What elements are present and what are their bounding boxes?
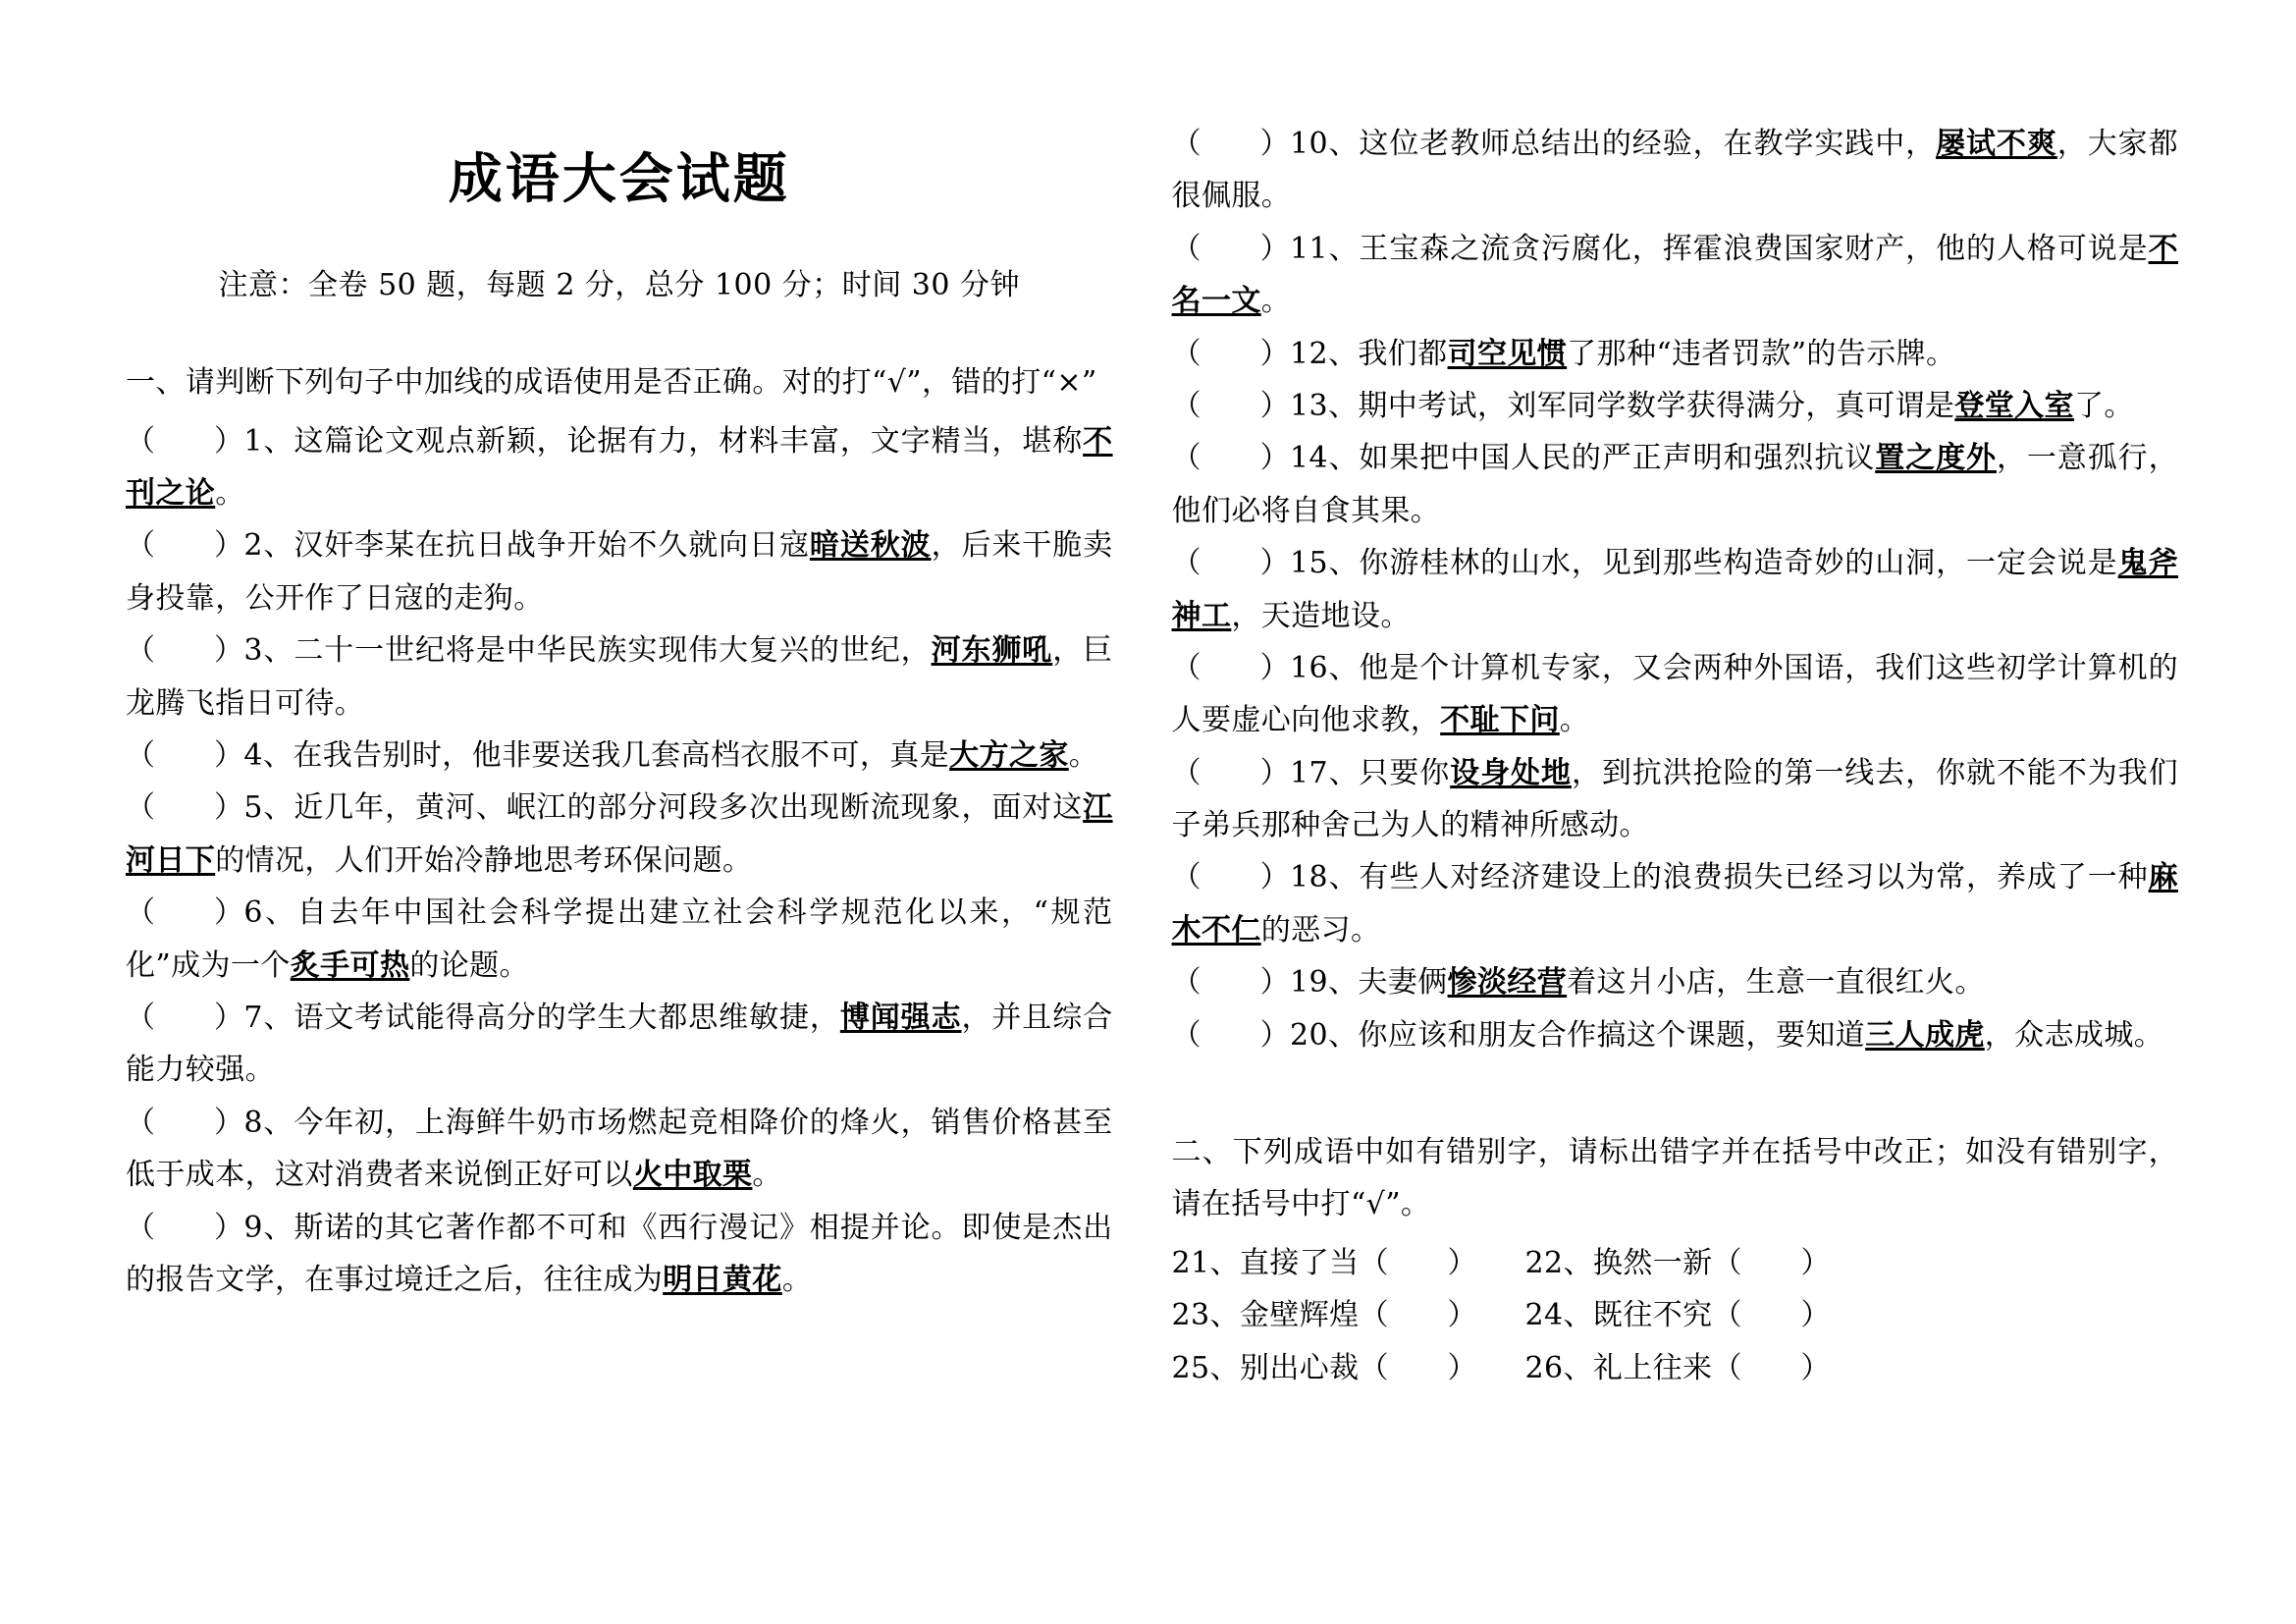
question-text-before: 夫妻俩 — [1358, 965, 1448, 1001]
idiom-correction-item — [1172, 1342, 1525, 1394]
question-item — [1172, 956, 2178, 1008]
underlined-idiom: 明日黄花 — [663, 1262, 782, 1297]
question-text-before: 期中考试，刘军同学数学获得满分，真可谓是 — [1358, 388, 1955, 423]
question-item — [126, 782, 1113, 887]
question-number: 11、 — [1289, 231, 1360, 266]
question-text-after: 的情况，人们开始冷静地思考环保问题。 — [215, 842, 753, 878]
idiom-text: 礼上往来 — [1592, 1350, 1713, 1385]
question-item — [126, 415, 1113, 520]
question-text-after: ，后来干脆卖身投靠，公开作了日寇的走狗。 — [126, 528, 1113, 616]
answer-bracket[interactable]: （ ） — [1171, 388, 1290, 423]
question-text-before: 他是个计算机专家，又会两种外国语，我们这些初学计算机的人要虚心向他求教， — [1171, 650, 2178, 738]
question-text-before: 近几年，黄河、岷江的部分河段多次出现断流现象，面对这 — [294, 790, 1084, 826]
question-number: 1、 — [243, 423, 294, 459]
item-number: 24、 — [1524, 1298, 1593, 1333]
idiom-correction-item — [1525, 1237, 1831, 1289]
underlined-idiom: 炙手可热 — [290, 947, 410, 983]
idiom-text: 直接了当 — [1239, 1245, 1360, 1280]
question-number: 14、 — [1289, 441, 1360, 476]
answer-bracket[interactable]: （ ） — [1171, 860, 1290, 895]
question-item — [126, 730, 1113, 782]
idiom-text: 金壁辉煌 — [1239, 1298, 1360, 1333]
underlined-idiom: 不名一文 — [1171, 231, 2178, 319]
section-gap — [1172, 1061, 2178, 1126]
question-item — [1172, 537, 2178, 642]
question-text-after: 。 — [1068, 737, 1099, 773]
answer-bracket[interactable]: （ ） — [126, 1000, 244, 1035]
question-number: 18、 — [1289, 860, 1360, 895]
underlined-idiom: 火中取栗 — [632, 1158, 753, 1193]
question-number: 9、 — [243, 1210, 294, 1245]
question-text-after: ，到抗洪抢险的第一线去，你就不能不为我们子弟兵那种舍己为人的精神所感动。 — [1171, 755, 2179, 843]
page-title: 成语大会试题 — [448, 146, 790, 210]
question-text-before: 自去年中国社会科学提出建立社会科学规范化以来，“规范化”成为一个 — [126, 895, 1113, 983]
item-number: 22、 — [1524, 1245, 1593, 1280]
question-number: 7、 — [243, 1000, 294, 1035]
question-text-before: 你游桂林的山水，见到那些构造奇妙的山洞，一定会说是 — [1359, 546, 2118, 581]
question-item — [1172, 642, 2178, 747]
answer-bracket[interactable]: （ ） — [126, 633, 244, 669]
question-text-before: 我们都 — [1358, 336, 1448, 371]
underlined-idiom: 麻木不仁 — [1171, 860, 2178, 947]
answer-bracket[interactable]: （ ） — [1171, 546, 1290, 581]
answer-bracket[interactable]: （ ） — [126, 528, 244, 564]
question-number: 3、 — [243, 633, 294, 669]
question-item — [126, 887, 1113, 992]
idiom-correction-item — [1172, 1289, 1525, 1341]
question-text-before: 今年初，上海鲜牛奶市场燃起竞相降价的烽火，销售价格甚至低于成本，这对消费者来说倒正好可以 — [126, 1105, 1113, 1193]
question-text-after: ，巨龙腾飞指日可待。 — [126, 633, 1113, 721]
underlined-idiom: 暗送秋波 — [809, 528, 932, 564]
underlined-idiom: 不耻下问 — [1440, 703, 1560, 738]
question-number: 13、 — [1289, 388, 1359, 423]
question-text-after: 。 — [1260, 284, 1292, 319]
exam-notice: 注意：全卷 50 题，每题 2 分，总分 100 分；时间 30 分钟 — [218, 268, 1021, 303]
item-number: 26、 — [1524, 1350, 1593, 1385]
underlined-idiom: 大方之家 — [949, 737, 1069, 773]
idiom-correction-item — [1172, 1237, 1525, 1289]
correction-bracket[interactable]: （ ） — [1712, 1245, 1831, 1280]
question-number: 17、 — [1289, 755, 1360, 790]
question-text-after: 了。 — [2073, 388, 2134, 423]
correction-bracket[interactable]: （ ） — [1712, 1350, 1831, 1385]
question-item — [126, 992, 1113, 1097]
answer-bracket[interactable]: （ ） — [1171, 336, 1290, 371]
answer-bracket[interactable]: （ ） — [1171, 441, 1290, 476]
underlined-idiom: 登堂入室 — [1954, 388, 2074, 423]
question-text-before: 如果把中国人民的严正声明和强烈抗议 — [1359, 441, 1876, 476]
section-one-heading: 一、请判断下列句子中加线的成语使用是否正确。对的打“√”，错的打“×” — [126, 365, 1097, 401]
underlined-idiom: 博闻强志 — [839, 1000, 962, 1035]
question-number: 6、 — [243, 895, 297, 931]
underlined-idiom: 三人成虎 — [1865, 1017, 1985, 1053]
question-text-before: 二十一世纪将是中华民族实现伟大复兴的世纪， — [294, 633, 932, 669]
underlined-idiom: 惨淡经营 — [1447, 965, 1568, 1001]
question-item — [1172, 380, 2178, 432]
answer-bracket[interactable]: （ ） — [126, 1210, 244, 1245]
question-number: 2、 — [243, 528, 294, 564]
question-item — [126, 624, 1113, 730]
question-item — [1172, 328, 2178, 380]
question-item — [1172, 1009, 2178, 1061]
answer-bracket[interactable]: （ ） — [1171, 231, 1290, 266]
section-one-questions-right — [1172, 118, 2178, 1061]
question-text-before: 这位老教师总结出的经验，在教学实践中， — [1359, 127, 1937, 161]
correction-bracket[interactable]: （ ） — [1359, 1350, 1477, 1385]
underlined-idiom: 河东狮吼 — [931, 633, 1053, 669]
underlined-idiom: 鬼斧神工 — [1171, 546, 2179, 633]
question-item — [126, 1097, 1113, 1202]
answer-bracket[interactable]: （ ） — [1171, 965, 1290, 1001]
correction-bracket[interactable]: （ ） — [1359, 1245, 1477, 1280]
question-item — [1172, 432, 2178, 537]
idiom-correction-row — [1172, 1342, 2178, 1394]
question-text-after: 着这爿小店，生意一直很红火。 — [1567, 965, 1985, 1001]
idiom-text: 别出心裁 — [1239, 1350, 1360, 1385]
question-text-before: 这篇论文观点新颖，论据有力，材料丰富，文字精当，堪称 — [294, 423, 1084, 459]
question-item — [1172, 747, 2178, 852]
idiom-text: 换然一新 — [1592, 1245, 1713, 1280]
question-number: 16、 — [1289, 650, 1360, 685]
question-number: 4、 — [243, 737, 294, 773]
question-item — [126, 519, 1113, 624]
question-number: 15、 — [1289, 546, 1360, 581]
question-number: 8、 — [243, 1105, 294, 1140]
question-text-before: 斯诺的其它著作都不可和《西行漫记》相提并论。即使是杰出的报告文学，在事过境迁之后，往往成为 — [126, 1210, 1113, 1297]
underlined-idiom: 屡试不爽 — [1936, 127, 2057, 161]
idiom-correction-row — [1172, 1289, 2178, 1341]
underlined-idiom: 江河日下 — [126, 790, 1113, 878]
correction-bracket[interactable]: （ ） — [1712, 1298, 1831, 1333]
item-number: 25、 — [1171, 1350, 1240, 1385]
question-text-after: ，天造地设。 — [1231, 598, 1411, 633]
idiom-correction-row — [1172, 1237, 2178, 1289]
question-text-after: 。 — [1559, 703, 1590, 738]
answer-bracket[interactable]: （ ） — [1171, 1017, 1290, 1053]
answer-bracket[interactable]: （ ） — [126, 1105, 244, 1140]
question-text-after: ，大家都很佩服。 — [1171, 127, 2178, 214]
question-text-before: 有些人对经济建设上的浪费损失已经习以为常，养成了一种 — [1359, 860, 2149, 895]
question-text-after: ，并且综合能力较强。 — [126, 1000, 1113, 1088]
question-number: 20、 — [1289, 1017, 1359, 1053]
question-text-after: 。 — [781, 1262, 813, 1297]
section-one-questions-left — [126, 415, 1113, 1307]
item-number: 23、 — [1171, 1298, 1240, 1333]
answer-bracket[interactable]: （ ） — [126, 790, 244, 826]
right-column — [1143, 0, 2178, 1394]
answer-bracket[interactable]: （ ） — [1171, 755, 1290, 790]
question-number: 12、 — [1289, 336, 1359, 371]
question-number: 19、 — [1289, 965, 1359, 1001]
question-item — [1172, 851, 2178, 956]
question-text-before: 只要你 — [1359, 755, 1451, 790]
question-text-before: 汉奸李某在抗日战争开始不久就向日寇 — [294, 528, 810, 564]
answer-bracket[interactable]: （ ） — [126, 895, 244, 931]
underlined-idiom: 不刊之论 — [126, 423, 1113, 512]
question-text-before: 你应该和朋友合作搞这个课题，要知道 — [1358, 1017, 1866, 1053]
section-two-heading: 二、下列成语中如有错别字，请标出错字并在括号中改正；如没有错别字，请在括号中打“√”。 — [1171, 1135, 2178, 1222]
question-text-before: 在我告别时，他非要送我几套高档衣服不可，真是 — [293, 737, 950, 773]
correction-bracket[interactable]: （ ） — [1359, 1298, 1477, 1333]
question-item — [1172, 118, 2178, 223]
question-text-before: 王宝森之流贪污腐化，挥霍浪费国家财产，他的人格可说是 — [1359, 231, 2149, 266]
item-number: 21、 — [1171, 1245, 1240, 1280]
question-text-after: ，一意孤行，他们必将自食其果。 — [1171, 441, 2178, 528]
left-column — [126, 0, 1143, 1306]
question-item — [126, 1202, 1113, 1307]
idiom-text: 既往不究 — [1592, 1298, 1713, 1333]
idiom-correction-item — [1525, 1289, 1831, 1341]
question-number: 10、 — [1289, 127, 1360, 161]
section-two-items — [1172, 1237, 2178, 1394]
underlined-idiom: 置之度外 — [1875, 441, 1997, 476]
underlined-idiom: 司空见惯 — [1447, 336, 1568, 371]
question-text-after: 的恶习。 — [1260, 912, 1381, 947]
question-text-after: ，众志成城。 — [1984, 1017, 2164, 1053]
question-text-after: 的论题。 — [409, 947, 529, 983]
answer-bracket[interactable]: （ ） — [1171, 127, 1290, 161]
question-text-after: 了那种“违者罚款”的告示牌。 — [1567, 336, 1956, 371]
idiom-correction-item — [1525, 1342, 1831, 1394]
question-text-before: 语文考试能得高分的学生大都思维敏捷， — [294, 1000, 840, 1035]
question-number: 5、 — [243, 790, 294, 826]
question-item — [1172, 223, 2178, 328]
answer-bracket[interactable]: （ ） — [126, 423, 244, 459]
question-text-after: 。 — [752, 1158, 782, 1193]
underlined-idiom: 设身处地 — [1450, 755, 1572, 790]
answer-bracket[interactable]: （ ） — [1171, 650, 1290, 685]
answer-bracket[interactable]: （ ） — [126, 737, 244, 773]
question-text-after: 。 — [215, 476, 245, 512]
